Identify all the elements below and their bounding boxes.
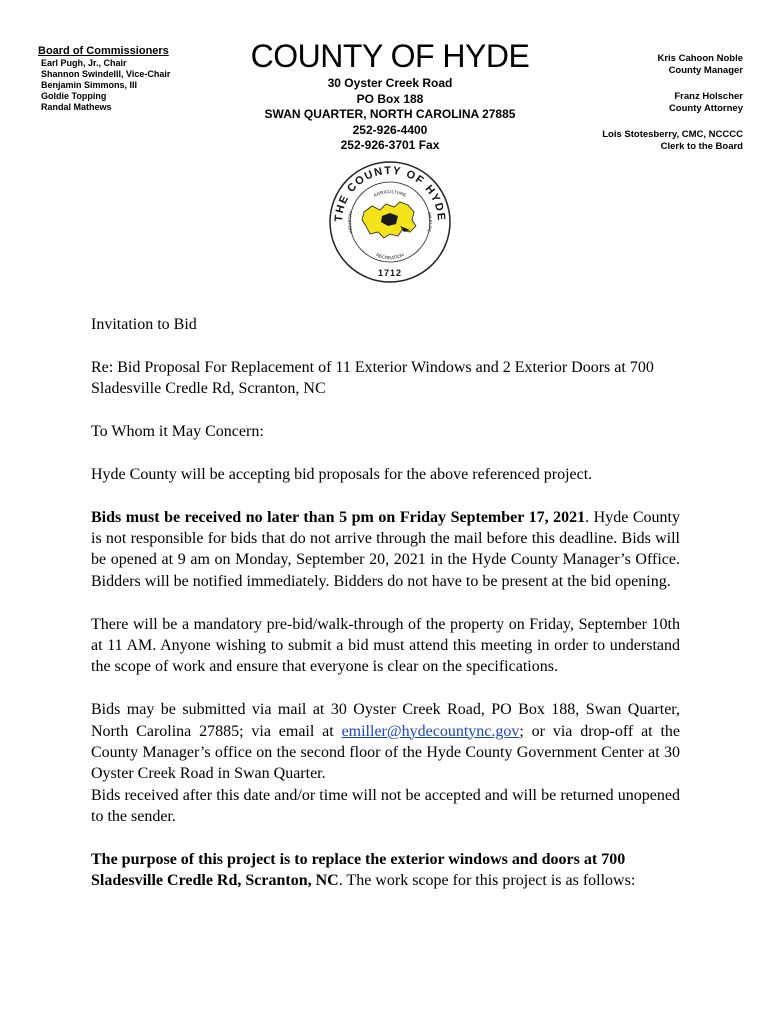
- submission-text-continued: ; or via drop-off at the County Manager’s office on the second floor of the Hyde County Government Center at 30 Oyster Creek Road in Swan Quarter.: [91, 722, 681, 783]
- county-phone: 252-926-4400: [352, 122, 428, 137]
- email-link[interactable]: emiller@hydecountync.gov: [341, 722, 520, 740]
- county-officials: [503, 53, 743, 153]
- seal-year: 1712: [377, 268, 403, 278]
- submission-paragraph: [91, 699, 680, 785]
- letter-heading: Invitation to Bid: [91, 316, 197, 333]
- walkthrough-paragraph: There will be a mandatory pre-bid/walk-through of the property on Friday, September 10th at 11 AM. Anyone wishing to submit a bid must attend this meeting in order to understand the scope of work and ensure that everyone is clear on the specifications.: [91, 615, 680, 676]
- submission-text: Bids may be submitted via mail at 30 Oyster Creek Road, PO Box 188, Swan Quarter, North Carolina 27885; via email at: [91, 701, 680, 740]
- county-city: SWAN QUARTER, NORTH CAROLINA 27885: [264, 107, 516, 121]
- letter-intro: Hyde County will be accepting bid proposals for the above referenced project.: [91, 465, 593, 483]
- letter-re-line: Re: Bid Proposal For Replacement of 11 Exterior Windows and 2 Exterior Doors at 700 Sladesville Credle Rd, Scranton, NC: [91, 358, 654, 398]
- county-seal: [328, 160, 452, 284]
- official-title: County Manager: [668, 65, 743, 76]
- purpose-text: . The work scope for this project is as follows:: [338, 872, 636, 890]
- board-member: Randal Mathews: [41, 102, 112, 112]
- seal-lower-text: RECREATION: [375, 252, 405, 261]
- seal-left-text: INDUSTRY: [346, 210, 354, 234]
- seal-ring-text: THE COUNTY OF HYDE: [332, 164, 448, 223]
- official-title: Clerk to the Board: [660, 141, 743, 152]
- board-member: Benjamin Simmons, III: [41, 80, 138, 90]
- letter-body: [91, 314, 680, 913]
- county-fax: 252-926-3701 Fax: [340, 138, 440, 152]
- late-bids-paragraph: Bids received after this date and/or time will not be accepted and will be returned unopened to the sender.: [91, 786, 680, 826]
- official-name: Kris Cahoon Noble: [657, 53, 743, 64]
- letter-salutation: To Whom it May Concern:: [91, 423, 264, 440]
- county-pobox: PO Box 188: [356, 91, 424, 106]
- board-of-commissioners: [38, 45, 238, 113]
- board-heading: Board of Commissioners: [38, 45, 169, 57]
- seal-right-text: WILDLIFE: [426, 211, 434, 233]
- official-name: Lois Stotesberry, CMC, NCCCC: [602, 129, 743, 140]
- county-street: 30 Oyster Creek Road: [327, 76, 453, 90]
- board-member: Earl Pugh, Jr., Chair: [41, 58, 127, 68]
- county-header: [240, 36, 540, 154]
- board-member: Goldie Topping: [41, 91, 107, 101]
- seal-upper-text: AGRICULTURE: [372, 189, 408, 198]
- deadline-bold-text: Bids must be received no later than 5 pm on Friday September 17, 2021: [91, 508, 586, 526]
- board-member: Shannon Swindelll, Vice-Chair: [41, 69, 171, 79]
- official-name: Franz Holscher: [674, 91, 743, 102]
- deadline-text: . Hyde County is not responsible for bids that do not arrive through the mail before this deadline. Bids will be opened at 9 am on Monday, September 20, 2021 in the Hyde County Manager’s Office. Bidders will be notified immediately. Bidders do not have to be present at the bid opening.: [91, 508, 680, 590]
- county-title: COUNTY OF HYDE: [250, 38, 530, 74]
- deadline-paragraph: [91, 507, 680, 593]
- purpose-paragraph: [91, 849, 680, 892]
- purpose-bold-text: The purpose of this project is to replace the exterior windows and doors at 700 Sladesville Credle Rd, Scranton, NC: [91, 851, 626, 890]
- official-title: County Attorney: [668, 103, 743, 114]
